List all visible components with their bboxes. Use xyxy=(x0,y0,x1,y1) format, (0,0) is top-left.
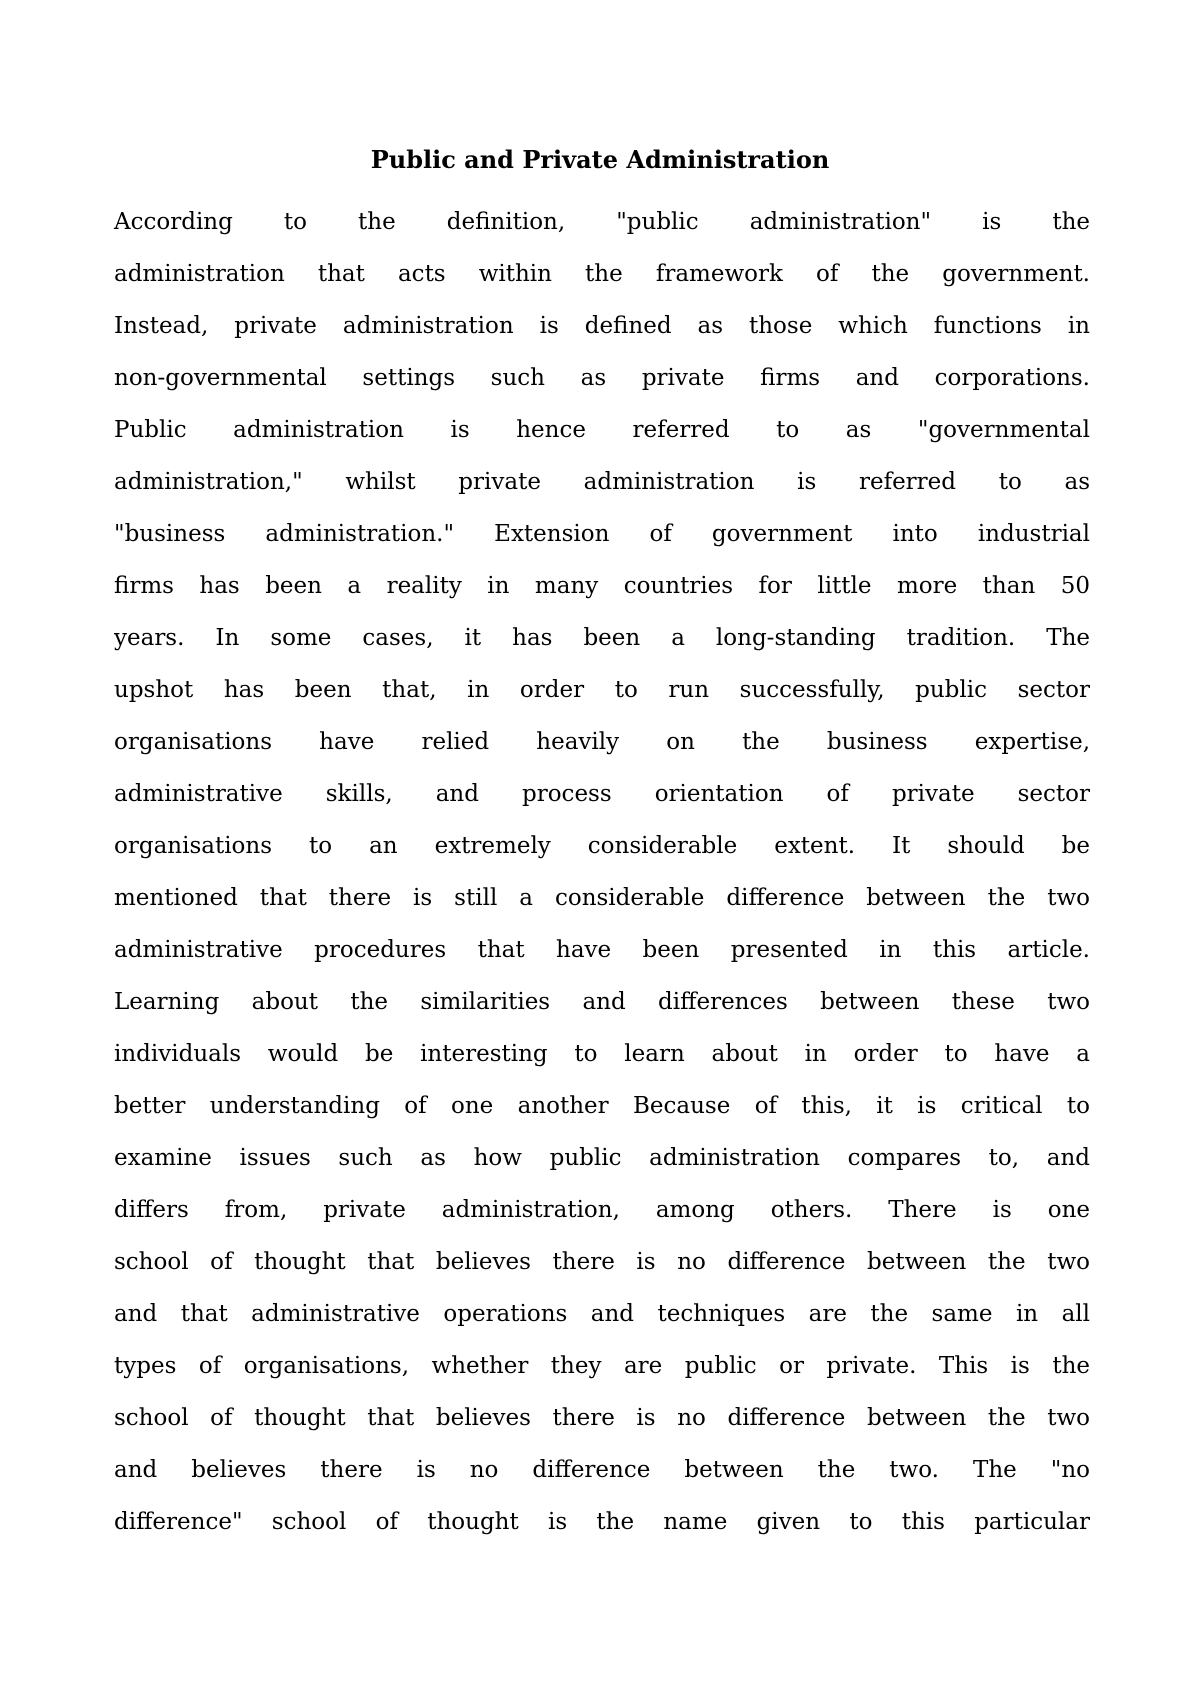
body-line: and that administrative operations and techniques are the same in all xyxy=(114,1301,1090,1327)
body-line: organisations to an extremely considerable extent. It should be xyxy=(114,833,1090,859)
body-line: non-governmental settings such as private firms and corporations. xyxy=(114,365,1090,391)
body-line: organisations have relied heavily on the business expertise, xyxy=(114,729,1090,755)
body-line: years. In some cases, it has been a long-standing tradition. The xyxy=(114,625,1090,651)
body-line: According to the definition, "public administration" is the xyxy=(114,209,1090,235)
body-line: Instead, private administration is defined as those which functions in xyxy=(114,313,1090,339)
body-line: differs from, private administration, among others. There is one xyxy=(114,1197,1090,1223)
body-line: upshot has been that, in order to run successfully, public sector xyxy=(114,677,1090,703)
body-line: individuals would be interesting to learn about in order to have a xyxy=(114,1041,1090,1067)
body-line: "business administration." Extension of government into industrial xyxy=(114,521,1090,547)
body-line: school of thought that believes there is no difference between the two xyxy=(114,1405,1090,1431)
body-line: administration that acts within the framework of the government. xyxy=(114,261,1090,287)
body-line: administration," whilst private administration is referred to as xyxy=(114,469,1090,495)
body-line: school of thought that believes there is no difference between the two xyxy=(114,1249,1090,1275)
body-line: administrative procedures that have been presented in this article. xyxy=(114,937,1090,963)
body-line: mentioned that there is still a considerable difference between the two xyxy=(114,885,1090,911)
body-line: Learning about the similarities and differences between these two xyxy=(114,989,1090,1015)
body-line: better understanding of one another Because of this, it is critical to xyxy=(114,1093,1090,1119)
document-title: Public and Private Administration xyxy=(370,145,830,174)
body-line: difference" school of thought is the name given to this particular xyxy=(114,1509,1090,1535)
body-line: and believes there is no difference between the two. The "no xyxy=(114,1457,1090,1483)
body-line: Public administration is hence referred to as "governmental xyxy=(114,417,1090,443)
body-line: firms has been a reality in many countries for little more than 50 xyxy=(114,573,1090,599)
body-line: types of organisations, whether they are public or private. This is the xyxy=(114,1353,1090,1379)
body-line: examine issues such as how public administration compares to, and xyxy=(114,1145,1090,1171)
document-body xyxy=(114,196,1090,1548)
body-line: administrative skills, and process orientation of private sector xyxy=(114,781,1090,807)
